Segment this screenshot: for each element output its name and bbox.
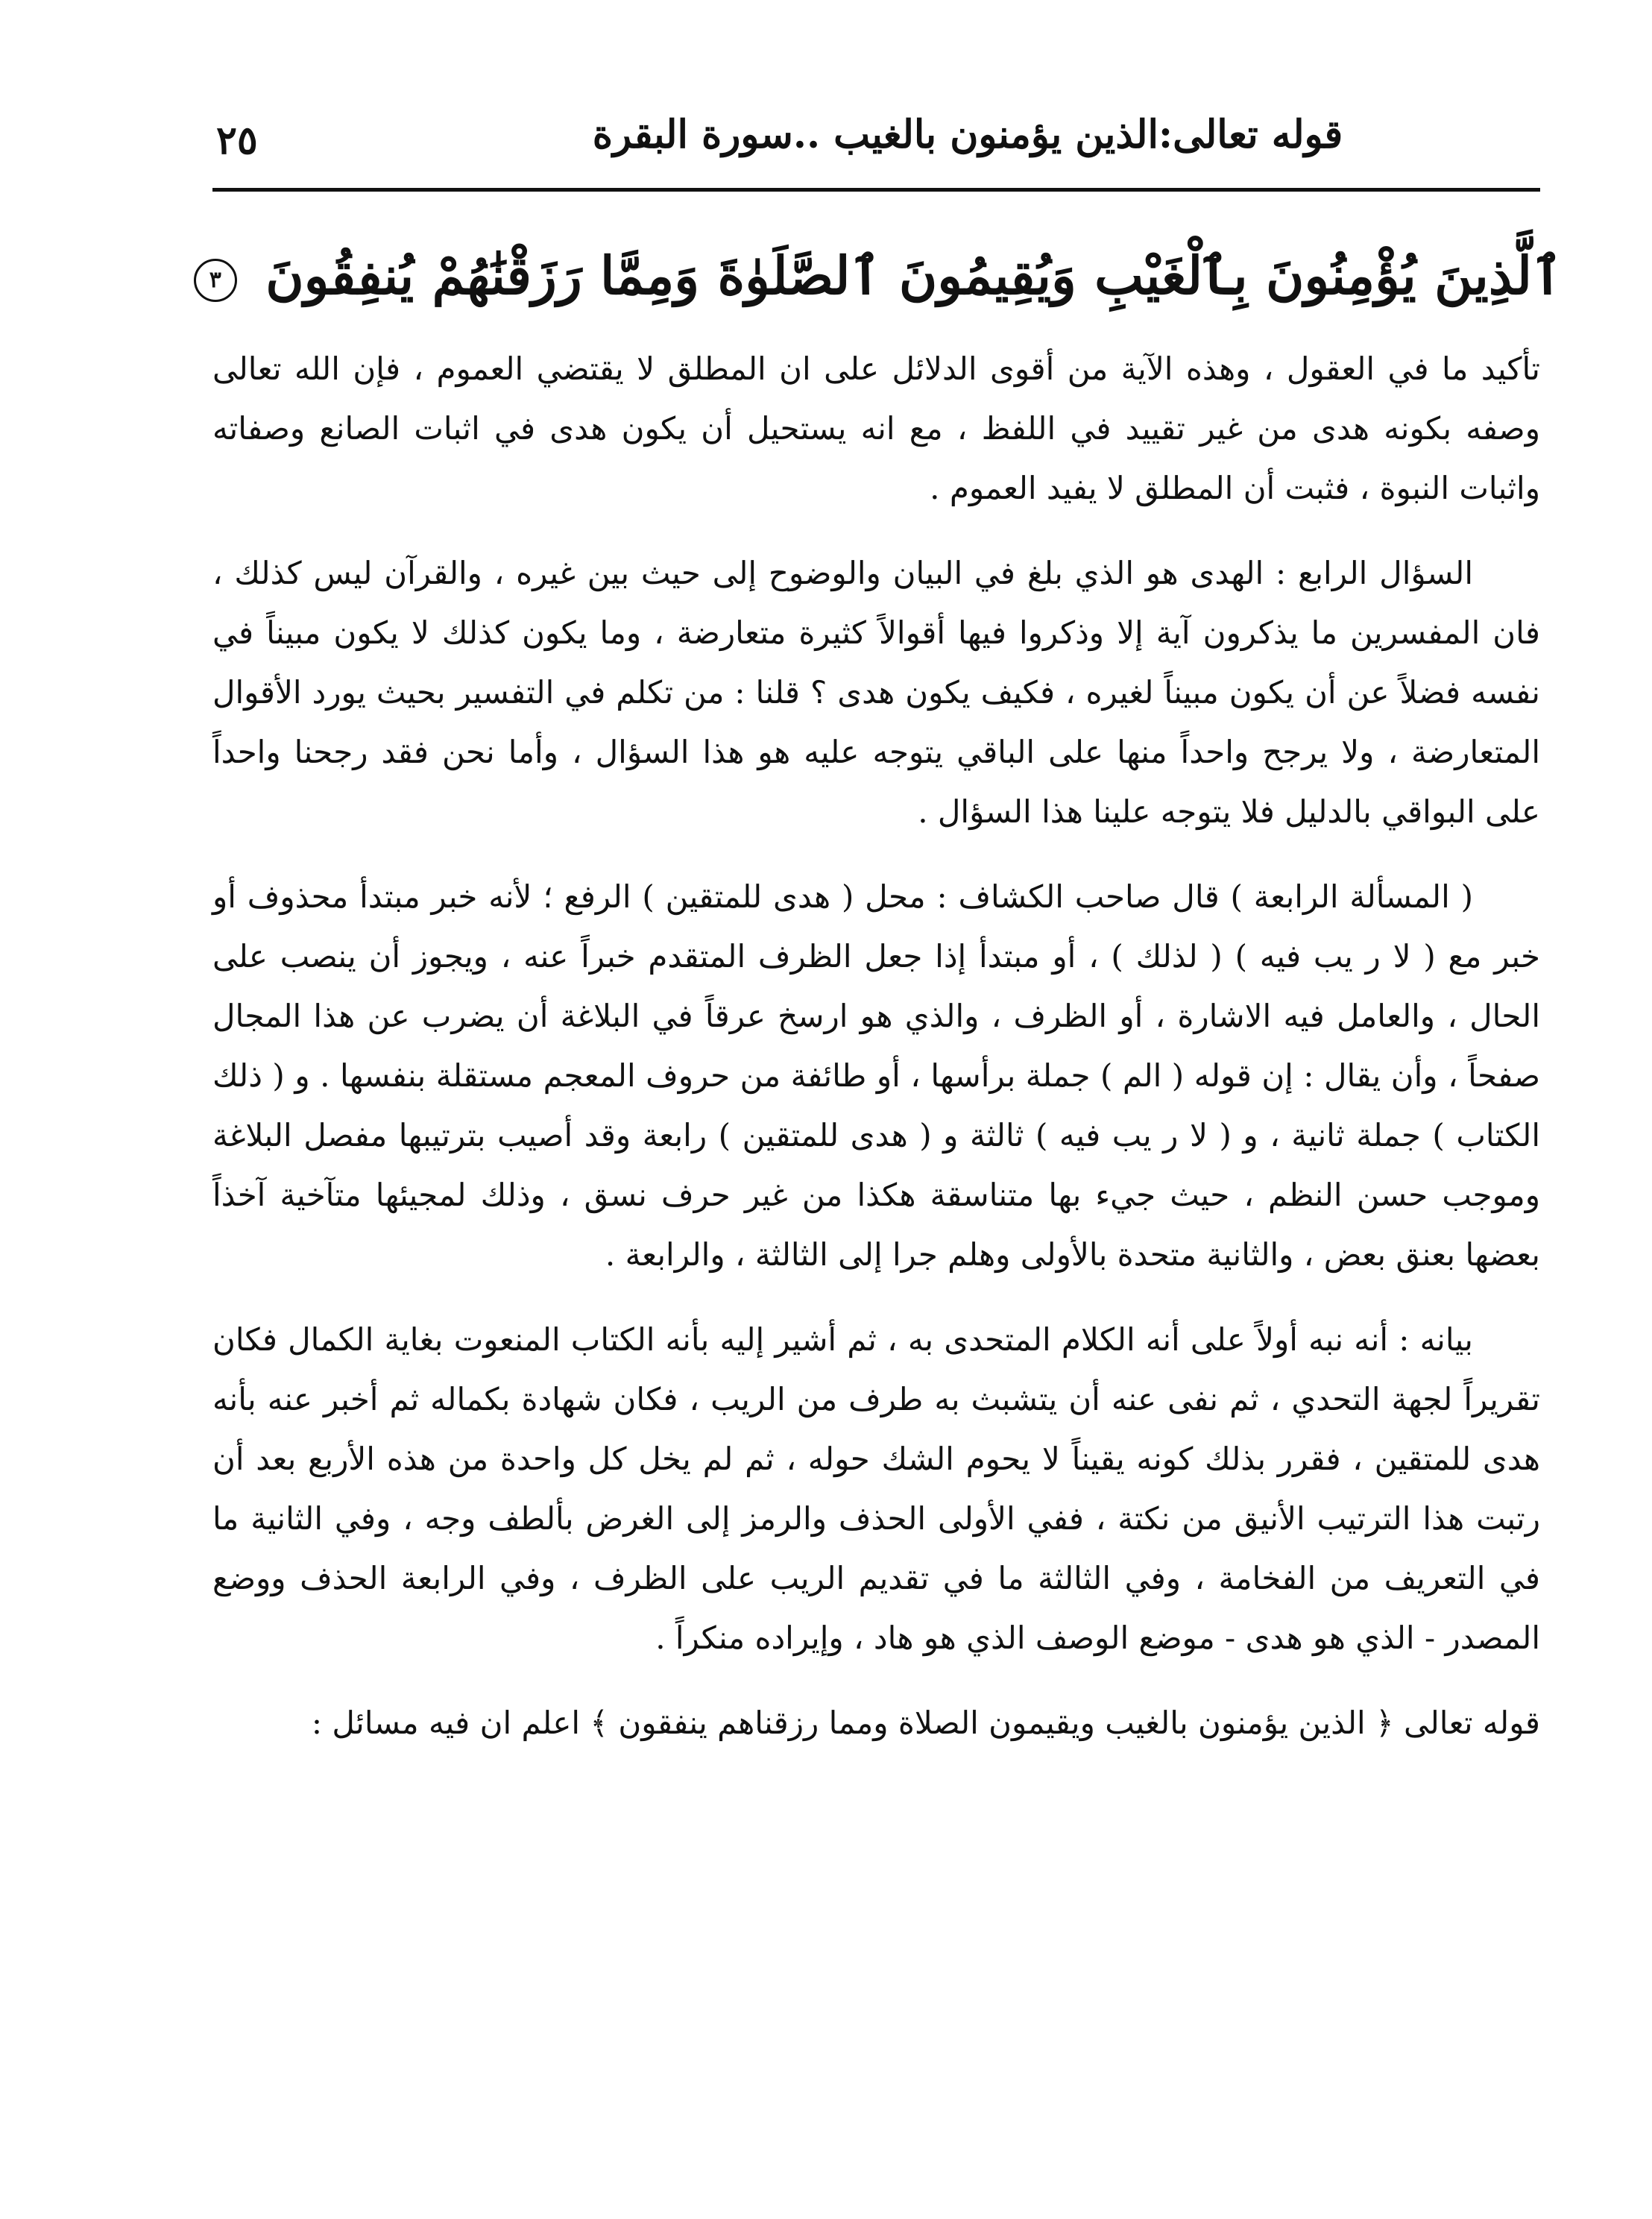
paragraph: ( المسألة الرابعة ) قال صاحب الكشاف : محل ( هدى للمتقين ) الرفع ؛ لأنه خبر مبتدأ محذوف أو خبر مع ( لا ر يب فيه ) ( لذلك ) ، أو مبتدأ إذا جعل الظرف المتقدم خبراً عنه ، ويجوز أن ينصب على الحال ، والعامل فيه الاشارة ، أو الظرف ، والذي هو ارسخ عرقاً في البلاغة أن يضرب عن هذا المجال صفحاً ، وأن يقال : إن قوله ( الم ) جملة برأسها ، أو طائفة من حروف المعجم مستقلة بنفسها . و ( ذلك الكتاب ) جملة ثانية ، و ( لا ر يب فيه ) ثالثة و ( هدى للمتقين ) رابعة وقد أصيب بترتيبها مفصل البلاغة وموجب حسن النظم ، حيث جيء بها متناسقة هكذا من غير حرف نسق ، وذلك لمجيئها متآخية آخذاً بعضها بعنق بعض ، والثانية متحدة بالأولى وهلم جرا إلى الثالثة ، والرابعة . — [212, 878, 1540, 1273]
page-header — [216, 104, 1540, 186]
commentary-body — [212, 339, 1540, 2122]
paragraph: بيانه : أنه نبه أولاً على أنه الكلام المتحدى به ، ثم أشير إليه بأنه الكتاب المنعوت بغاية الكمال فكان تقريراً لجهة التحدي ، ثم نفى عنه أن يتشبث به طرف من الريب ، فكان شهادة بكماله ثم أخبر عنه بأنه هدى للمتقين ، فقرر بذلك كونه يقيناً لا يحوم الشك حوله ، ثم لم يخل كل واحدة من هذه الأربع بعد أن رتبت هذا الترتيب الأنيق من نكتة ، ففي الأولى الحذف والرمز إلى الغرض بألطف وجه ، وفي الثانية ما في التعريف من الفخامة ، وفي الثالثة ما في تقديم الريب على الظرف ، وفي الرابعة الحذف ووضع المصدر - الذي هو هدى - موضع الوصف الذي هو هاد ، وإيراده منكراً . — [212, 1321, 1540, 1656]
verse-number-marker: ٣ — [194, 259, 237, 302]
quran-verse — [194, 224, 1563, 328]
paragraph: السؤال الرابع : الهدى هو الذي بلغ في البيان والوضوح إلى حيث بين غيره ، والقرآن ليس كذلك ، فان المفسرين ما يذكرون آية إلا وذكروا فيها أقوالاً كثيرة متعارضة ، وما يكون كذلك لا يكون مبيناً في نفسه فضلاً عن أن يكون مبيناً لغيره ، فكيف يكون هدى ؟ قلنا : من تكلم في التفسير بحيث يورد الأقوال المتعارضة ، ولا يرجح واحداً منها على الباقي يتوجه عليه هو هذا السؤال ، وأما نحن فقد رجحنا واحداً على البواقي بالدليل فلا يتوجه علينا هذا السؤال . — [212, 555, 1540, 830]
verse-text: ٱلَّذِينَ يُؤْمِنُونَ بِٱلْغَيْبِ وَيُقِيمُونَ ٱلصَّلَوٰةَ وَمِمَّا رَزَقْنَٰهُمْ يُنفِقُونَ — [265, 245, 1563, 306]
running-title: قوله تعالى:الذين يؤمنون بالغيب ..سورة البقرة — [592, 112, 1343, 157]
header-divider — [212, 188, 1540, 192]
page-number: ٢٥ — [216, 118, 258, 163]
paragraph: تأكيد ما في العقول ، وهذه الآية من أقوى الدلائل على ان المطلق لا يقتضي العموم ، فإن الله تعالى وصفه بكونه هدى من غير تقييد في اللفظ ، مع انه يستحيل أن يكون هدى في اثبات الصانع وصفاته واثبات النبوة ، فثبت أن المطلق لا يفيد العموم . — [212, 350, 1540, 506]
paragraph: قوله تعالى ﴿ الذين يؤمنون بالغيب ويقيمون الصلاة ومما رزقناهم ينفقون ﴾ اعلم ان فيه مسائل : — [311, 1705, 1540, 1741]
